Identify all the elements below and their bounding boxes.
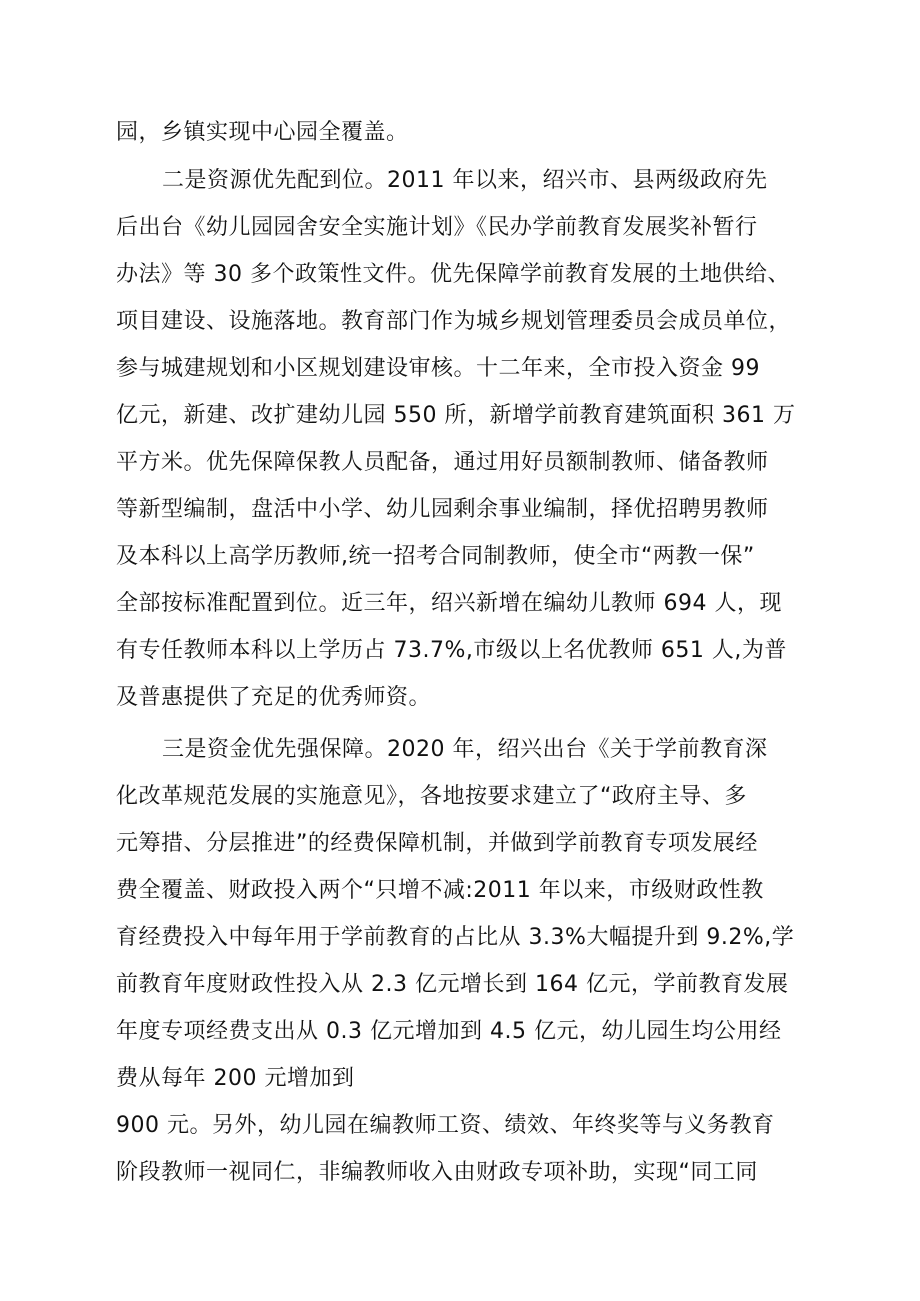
text-line: 及普惠提供了充足的优秀师资。 [116, 685, 432, 710]
text-line: 费全覆盖、财政投入两个“只增不减:2011 年以来，市级财政性教 [116, 878, 764, 903]
text-line: 等新型编制，盘活中小学、幼儿园剩余事业编制，择优招聘男教师 [116, 497, 769, 522]
text-line: 化改革规范发展的实施意见》，各地按要求建立了“政府主导、多 [116, 784, 747, 809]
text-line: 费从每年 200 元增加到 [116, 1066, 355, 1091]
text-line: 育经费投入中每年用于学前教育的占比从 3.3%大幅提升到 9.2%,学 [116, 925, 795, 950]
paragraph-start-line: 三是资金优先强保障。2020 年，绍兴出台《关于学前教育深 [162, 737, 768, 762]
text-line: 有专任教师本科以上学历占 73.7%,市级以上名优教师 651 人,为普 [116, 638, 787, 663]
text-line: 前教育年度财政性投入从 2.3 亿元增长到 164 亿元，学前教育发展 [116, 972, 789, 997]
text-line: 全部按标准配置到位。近三年，绍兴新增在编幼儿教师 694 人，现 [116, 591, 782, 616]
text-line: 办法》等 30 多个政策性文件。优先保障学前教育发展的土地供给、 [116, 262, 790, 287]
text-line: 及本科以上高学历教师,统一招考合同制教师，使全市“两教一保” [116, 544, 755, 569]
paragraph-start-line: 二是资源优先配到位。2011 年以来，绍兴市、县两级政府先 [162, 168, 768, 193]
text-line: 900 元。另外，幼儿园在编教师工资、绩效、年终奖等与义务教育 [116, 1113, 775, 1138]
text-line: 参与城建规划和小区规划建设审核。十二年来，全市投入资金 99 [116, 356, 760, 381]
text-line: 平方米。优先保障保教人员配备，通过用好员额制教师、储备教师 [116, 450, 769, 475]
text-line: 后出台《幼儿园园舍安全实施计划》《民办学前教育发展奖补暂行 [116, 215, 758, 240]
text-line: 元筹措、分层推进”的经费保障机制，并做到学前教育专项发展经 [116, 831, 758, 856]
text-line: 年度专项经费支出从 0.3 亿元增加到 4.5 亿元，幼儿园生均公用经 [116, 1019, 782, 1044]
text-line: 阶段教师一视同仁，非编教师收入由财政专项补助，实现“同工同 [116, 1160, 758, 1185]
text-line: 亿元，新建、改扩建幼儿园 550 所，新增学前教育建筑面积 361 万 [116, 403, 796, 428]
text-line: 园，乡镇实现中心园全覆盖。 [116, 120, 409, 145]
text-line: 项目建设、设施落地。教育部门作为城乡规划管理委员会成员单位， [116, 309, 792, 334]
